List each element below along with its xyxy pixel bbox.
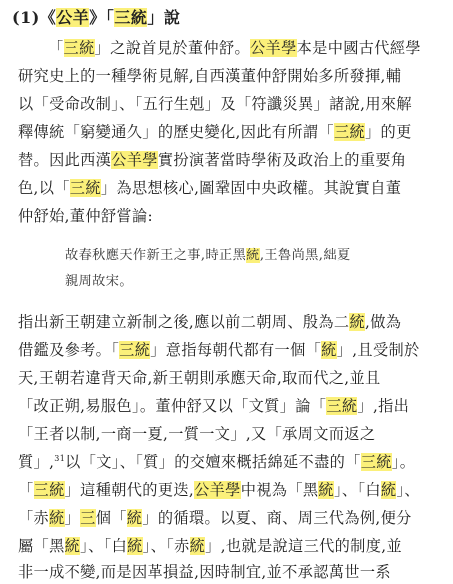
paragraph-line — [18, 396, 443, 416]
text-run: 」、「赤 — [142, 537, 190, 555]
text-run: 」。 — [391, 453, 416, 471]
text-run: 親周故宋。 — [65, 274, 133, 289]
highlighted-term: 統 — [380, 481, 397, 499]
paragraph-line — [18, 368, 443, 388]
block-quote-line — [65, 272, 435, 292]
highlighted-term: 統 — [321, 341, 337, 359]
text-run: 」之說首見於董仲舒。 — [94, 39, 250, 57]
text-run: 色,以「 — [18, 179, 70, 197]
paragraph-line — [18, 424, 443, 444]
text-run: 質」, — [18, 453, 55, 471]
text-run: 」的循環。以夏、商、周三代為例,便分 — [142, 509, 412, 527]
text-run: ,王魯尚黑,絀夏 — [259, 248, 351, 263]
text-run: 故春秋應天作新王之事,時正黑 — [65, 248, 247, 263]
paragraph-line — [18, 340, 443, 360]
text-run: 」、「白 — [333, 481, 381, 499]
highlighted-term: 統 — [189, 537, 206, 555]
highlighted-term: 三統 — [333, 123, 366, 141]
text-run: 個「 — [95, 509, 127, 527]
text-run: 「 — [18, 481, 34, 499]
text-run: 「赤 — [18, 509, 50, 527]
highlighted-term: 統 — [126, 509, 143, 527]
paragraph-line — [18, 150, 443, 170]
text-run: 以「文」、「質」的交嬗來概括綿延不盡的「 — [65, 453, 361, 471]
text-run: 中視為「黑 — [240, 481, 319, 499]
text-run: 實扮演著當時學術及政治上的重要角 — [157, 151, 407, 169]
text-run: (1)《 — [12, 8, 57, 27]
paragraph-line — [18, 562, 443, 582]
text-run: 借鑑及參考。「 — [18, 341, 120, 359]
highlighted-term: 三統 — [33, 481, 65, 499]
footnote-marker: 31 — [54, 453, 66, 463]
highlighted-term: 公羊 — [56, 8, 90, 27]
paragraph-line — [18, 206, 443, 226]
text-run: 」的更 — [365, 123, 412, 141]
text-run: 」這種朝代的更迭, — [64, 481, 195, 499]
highlighted-term: 統 — [49, 509, 65, 527]
text-run: 本是中國古代經學 — [296, 39, 421, 57]
text-run: 」,也就是說這三代的制度,並 — [205, 537, 402, 555]
highlighted-term: 公羊學 — [194, 481, 241, 499]
text-run: 替。因此西漢 — [18, 151, 112, 169]
block-quote-line — [65, 246, 435, 266]
paragraph-line — [18, 122, 443, 142]
paragraph-line — [48, 38, 443, 58]
highlighted-term: 統 — [64, 537, 81, 555]
text-run: 「王者以制,一商一夏,一質一文」,又「承周文而返之 — [18, 425, 376, 443]
highlighted-term: 統 — [318, 481, 334, 499]
text-run: 》「 — [89, 8, 115, 27]
paragraph-line — [18, 66, 443, 86]
text-run: 」意指每朝代都有一個「 — [150, 341, 322, 359]
highlighted-term: 三統 — [63, 39, 95, 57]
paragraph-line — [18, 312, 443, 332]
text-run: 釋傳統「窮變通久」的歷史變化,因此有所謂「 — [18, 123, 334, 141]
text-run: 天,王朝若違背天命,新王朝則承應天命,取而代之,並且 — [18, 369, 381, 387]
text-run: 指出新王朝建立新制之後,應以前二朝周、殷為二 — [18, 313, 350, 331]
paragraph-line — [18, 480, 443, 500]
text-run: 「改正朔,易服色」。董仲舒又以「文質」論「 — [18, 397, 327, 415]
highlighted-term: 統 — [127, 537, 143, 555]
text-run: 非一成不變,而是因革損益,因時制宜,並不承認萬世一系 — [18, 563, 391, 581]
highlighted-term: 三統 — [326, 397, 358, 415]
paragraph-line — [18, 508, 443, 528]
text-run: 研究史上的一種學術見解,自西漢董仲舒開始多所發揮,輔 — [18, 67, 402, 85]
highlighted-term: 統 — [349, 313, 366, 331]
text-run: 以「受命改制」、「五行生剋」及「符讖災異」諸說,用來解 — [18, 95, 412, 113]
text-run: 」,指出 — [357, 397, 410, 415]
paragraph-line — [18, 536, 443, 556]
highlighted-term: 公羊學 — [250, 39, 297, 57]
paragraph-line — [18, 94, 443, 114]
text-run: 」、 — [396, 481, 420, 499]
text-run: 」,且受制於 — [336, 341, 420, 359]
text-run: 「 — [48, 39, 64, 57]
paragraph-line — [18, 452, 443, 472]
paragraph-line — [18, 178, 443, 198]
text-run: 」 — [64, 509, 81, 527]
section-heading — [12, 8, 437, 28]
text-run: ,做為 — [365, 313, 402, 331]
text-run: 屬「黑 — [18, 537, 65, 555]
text-run: 」為思想核心,圖鞏固中央政權。其說實自董 — [100, 179, 402, 197]
text-run: 仲舒始,董仲舒嘗論: — [18, 207, 153, 225]
highlighted-term: 三統 — [114, 8, 148, 27]
highlighted-term: 三 — [80, 509, 96, 527]
highlighted-term: 公羊學 — [111, 151, 158, 169]
highlighted-term: 三統 — [119, 341, 151, 359]
highlighted-term: 三統 — [360, 453, 392, 471]
highlighted-term: 三統 — [69, 179, 101, 197]
text-run: 」說 — [147, 8, 181, 27]
text-run: 」、「白 — [80, 537, 128, 555]
highlighted-term: 統 — [246, 248, 260, 263]
